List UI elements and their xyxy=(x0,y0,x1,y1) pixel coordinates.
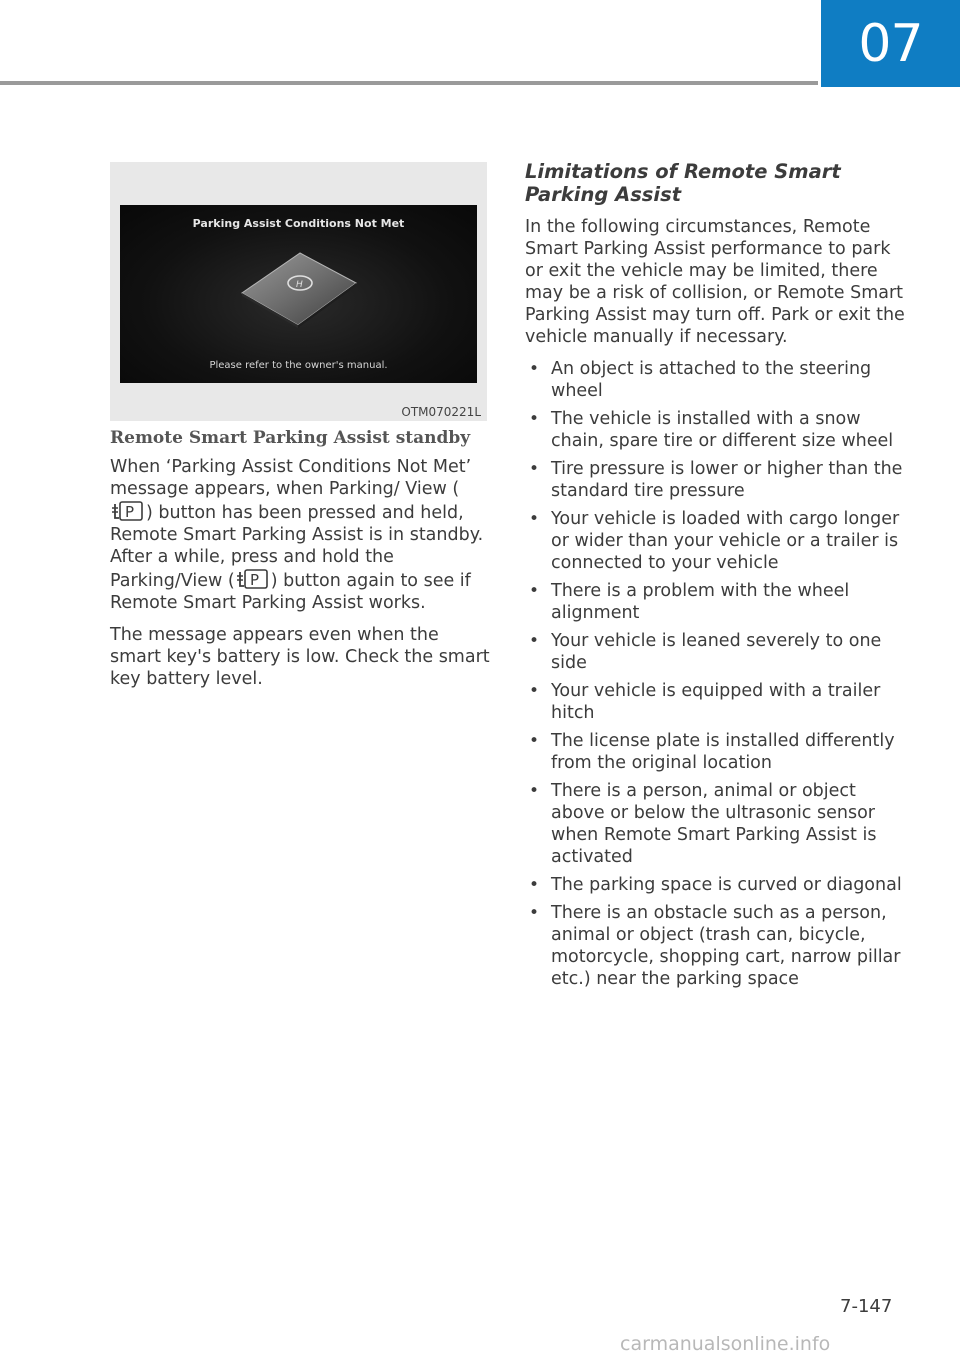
bullet-marker: • xyxy=(529,581,540,601)
bullet-marker: • xyxy=(529,731,540,751)
list-item-text: Your vehicle is equipped with a trailer hitch xyxy=(551,681,881,723)
svg-text:P: P xyxy=(125,503,135,521)
list-item xyxy=(525,358,910,402)
left-column xyxy=(110,428,490,700)
figure-code: OTM070221L xyxy=(401,405,481,419)
standby-subheading: Remote Smart Parking Assist standby xyxy=(110,428,471,448)
battery-paragraph: The message appears even when the smart key's battery is low. Check the smart key battery level. xyxy=(110,625,490,689)
header-rule xyxy=(0,81,818,85)
screen-message-footer: Please refer to the owner's manual. xyxy=(209,360,388,371)
svg-text:H: H xyxy=(296,280,303,290)
bullet-marker: • xyxy=(529,359,540,379)
standby-paragraph xyxy=(110,456,490,614)
list-item xyxy=(525,902,910,990)
bullet-marker: • xyxy=(529,631,540,651)
limitations-intro: In the following circumstances, Remote Smart Parking Assist performance to park or exit the vehicle may be limited, there may be a risk of collision, or Remote Smart Parking Assist may turn off. Park or exit the vehicle manually if necessary. xyxy=(525,217,905,347)
list-item-text: There is a person, animal or object above or below the ultrasonic sensor when Remote Smart Parking Assist is activated xyxy=(551,781,877,867)
bullet-marker: • xyxy=(529,903,540,923)
list-item xyxy=(525,408,910,452)
bullet-marker: • xyxy=(529,509,540,529)
parking-view-button-icon xyxy=(236,568,270,590)
parking-view-button-icon xyxy=(111,500,145,522)
bullet-marker: • xyxy=(529,459,540,479)
standby-text-3: ) button again to see if Remote Smart Parking Assist works. xyxy=(110,571,471,613)
list-item-text: Your vehicle is loaded with cargo longer or wider than your vehicle or a trailer is connected to your vehicle xyxy=(551,509,900,573)
bullet-marker: • xyxy=(529,681,540,701)
standby-text-2: ) button has been pressed and held, Remote Smart Parking Assist is in standby. After a while, press and hold the Parking/View ( xyxy=(110,503,484,591)
bullet-marker: • xyxy=(529,409,540,429)
list-item xyxy=(525,680,910,724)
list-item xyxy=(525,780,910,868)
list-item-text: The vehicle is installed with a snow chain, spare tire or different size wheel xyxy=(551,409,894,451)
svg-text:P: P xyxy=(249,571,259,589)
list-item-text: There is an obstacle such as a person, animal or object (trash can, bicycle, motorcycle, shopping cart, narrow pillar etc.) near the parking space xyxy=(551,903,901,989)
list-item-text: The parking space is curved or diagonal xyxy=(551,875,902,895)
list-item-text: Tire pressure is lower or higher than the standard tire pressure xyxy=(551,459,903,501)
list-item-text: Your vehicle is leaned severely to one side xyxy=(551,631,882,673)
chapter-tab xyxy=(821,0,960,87)
right-column xyxy=(525,160,910,996)
list-item xyxy=(525,630,910,674)
list-item xyxy=(525,580,910,624)
limitations-heading: Limitations of Remote Smart Parking Assist xyxy=(525,160,841,206)
watermark: carmanualsonline.info xyxy=(620,1333,831,1355)
key-fob-icon xyxy=(240,249,358,329)
bullet-marker: • xyxy=(529,875,540,895)
page-number: 7-147 xyxy=(840,1296,893,1317)
screen-message-title: Parking Assist Conditions Not Met xyxy=(192,217,405,230)
list-item xyxy=(525,508,910,574)
chapter-number: 07 xyxy=(858,13,923,74)
list-item xyxy=(525,458,910,502)
bullet-marker: • xyxy=(529,781,540,801)
list-item-text: There is a problem with the wheel alignment xyxy=(551,581,850,623)
list-item-text: The license plate is installed differently from the original location xyxy=(551,731,895,773)
figure-panel xyxy=(110,162,487,421)
cluster-display xyxy=(120,205,477,383)
list-item xyxy=(525,730,910,774)
limitations-list xyxy=(525,358,910,990)
list-item xyxy=(525,874,910,896)
list-item-text: An object is attached to the steering wheel xyxy=(551,359,872,401)
standby-text-1: When ‘Parking Assist Conditions Not Met’ message appears, when Parking/ View ( xyxy=(110,457,472,499)
